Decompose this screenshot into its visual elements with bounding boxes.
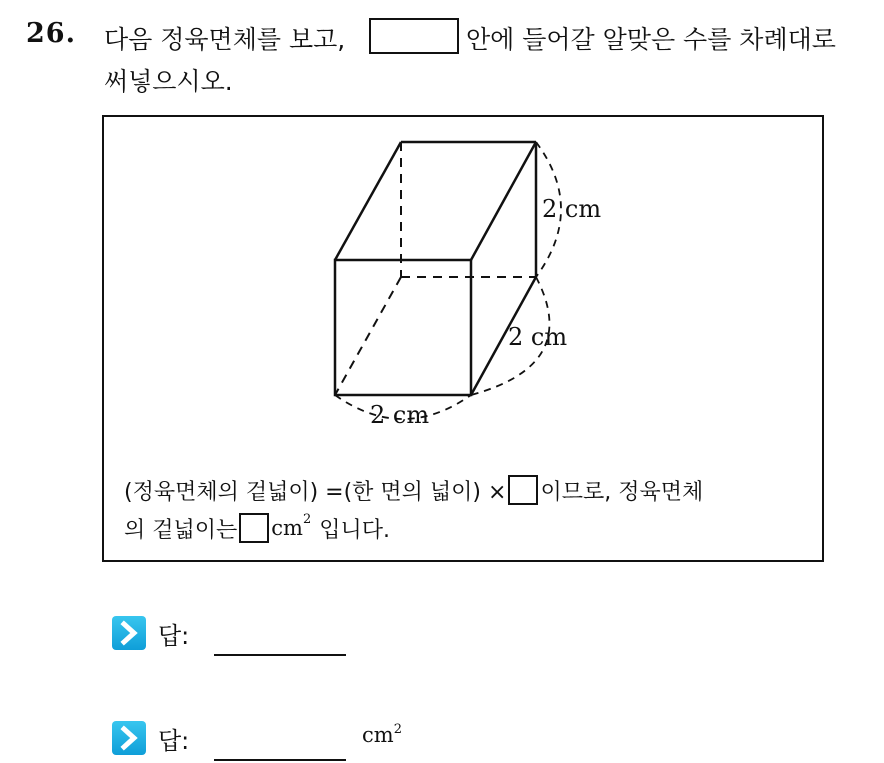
question-text-before-blank: 다음 정육면체를 보고, <box>104 25 346 54</box>
top-left-edge <box>335 142 401 260</box>
answer-unit-exponent: 2 <box>393 722 402 737</box>
answer-unit-cm: cm <box>362 723 394 747</box>
explanation-text-3: 의 겉넓이는 <box>124 517 238 543</box>
hidden-edge-diagonal <box>335 277 401 395</box>
explanation-line-2 <box>124 510 390 546</box>
blank-box-2 <box>239 513 269 543</box>
answer-input-line-2[interactable] <box>214 759 346 761</box>
figure-box <box>102 115 824 562</box>
unit-cm: cm <box>271 516 303 540</box>
chevron-right-icon <box>112 721 146 755</box>
height-label: 2 cm <box>542 195 602 223</box>
question-number: 26. <box>26 18 76 49</box>
explanation-text-4: 입니다. <box>319 517 390 543</box>
blank-box-1 <box>508 475 538 505</box>
answer-label: 답: <box>158 622 190 650</box>
explanation-line-1 <box>124 472 703 508</box>
answer-label: 답: <box>158 727 190 755</box>
question-text-line2: 써넣으시오. <box>104 67 233 96</box>
explanation-text-1: (정육면체의 겉넓이) =(한 면의 넓이) × <box>124 479 507 505</box>
answer-unit <box>362 723 402 747</box>
question-blank-box <box>369 18 459 54</box>
answer-input-line-1[interactable] <box>214 654 346 656</box>
answer-row-2 <box>112 717 472 759</box>
question-header <box>26 12 876 56</box>
chevron-right-icon <box>112 616 146 650</box>
explanation-text-2: 이므로, 정육면체 <box>540 479 704 505</box>
answer-row-1 <box>112 612 472 654</box>
depth-label: 2 cm <box>508 323 568 351</box>
top-right-edge <box>471 142 536 260</box>
question-text-after-blank: 안에 들어갈 알맞은 수를 차례대로 <box>466 25 836 54</box>
width-label: 2 cm <box>370 401 430 429</box>
unit-exponent: 2 <box>302 511 312 527</box>
front-face <box>335 260 471 395</box>
